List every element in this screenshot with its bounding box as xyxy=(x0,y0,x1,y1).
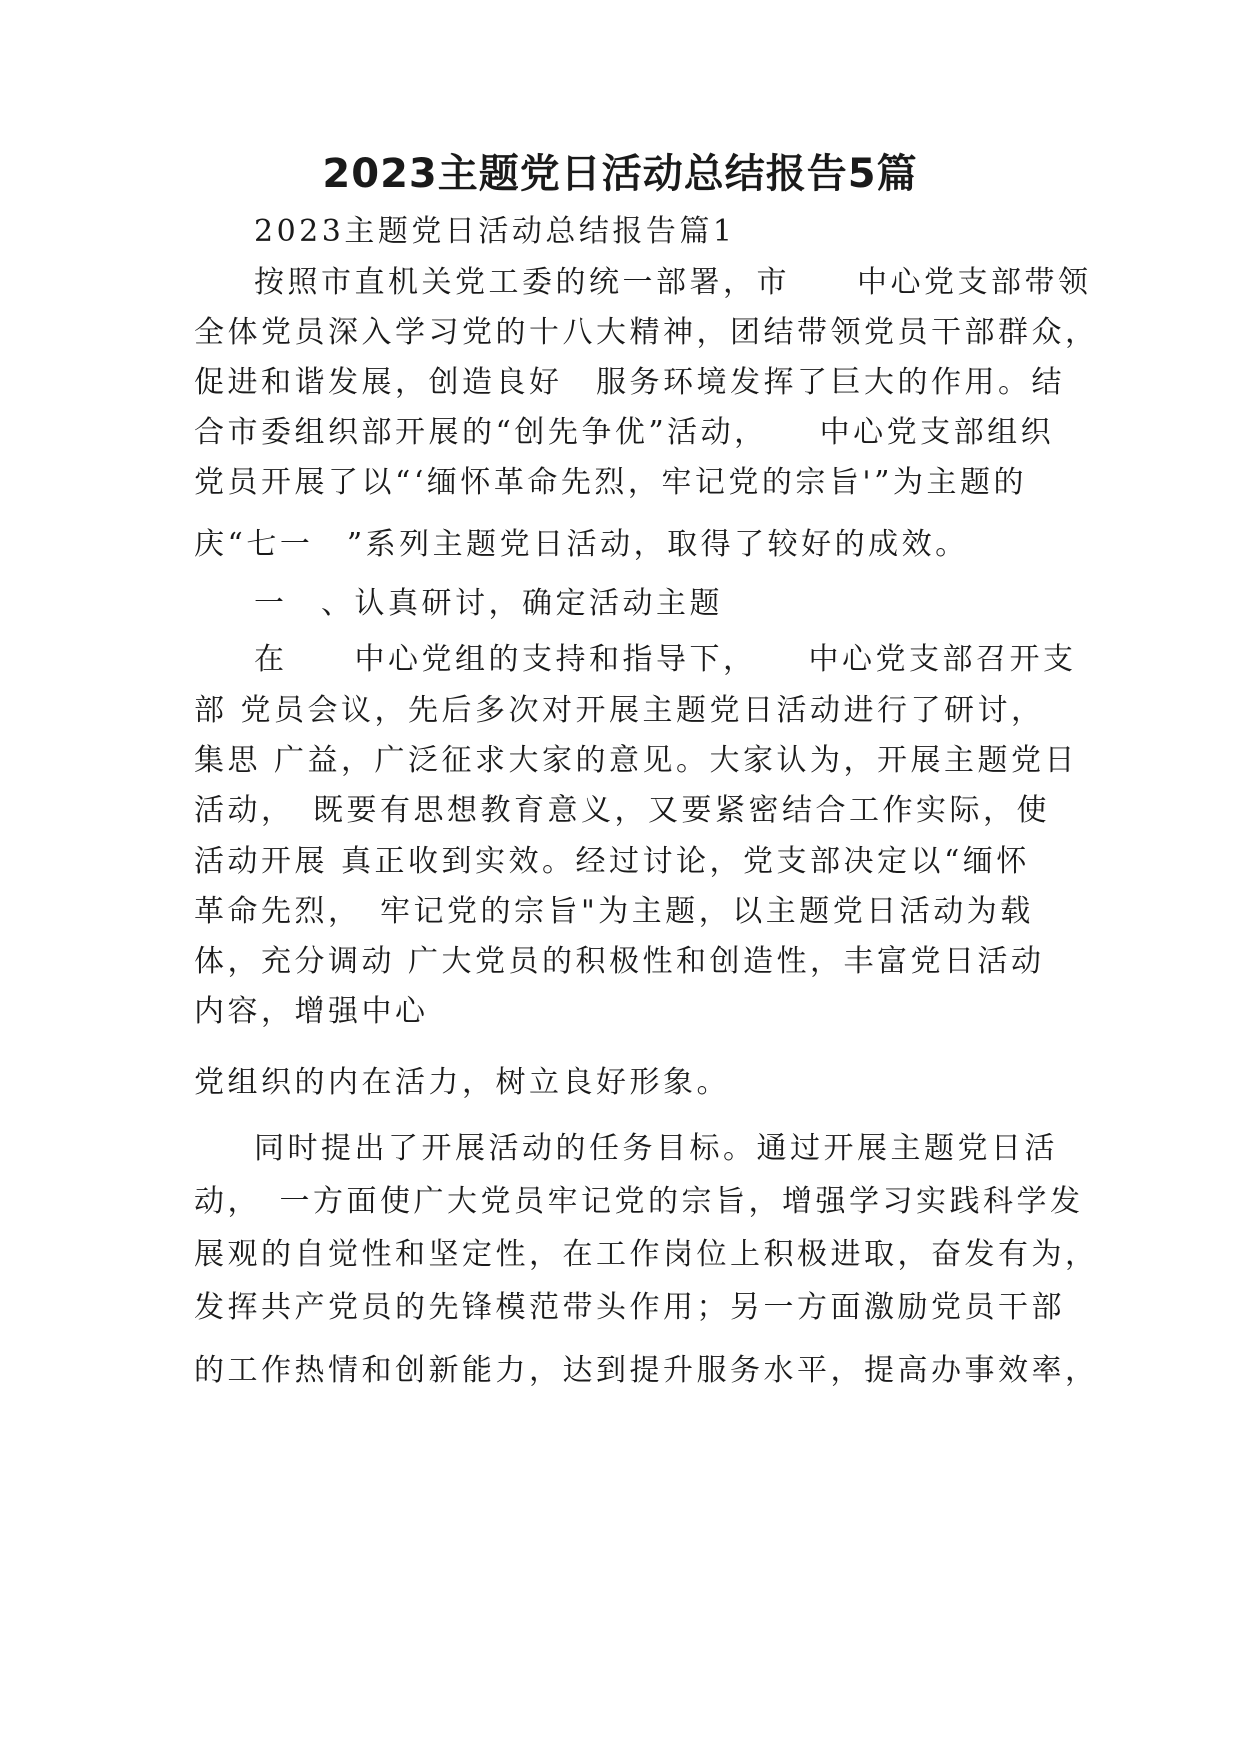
paragraph-line: 按照市直机关党工委的统一部署，市 中心党支部带领 xyxy=(254,265,1092,300)
paragraph-line: 体，充分调动 广大党员的积极性和创造性，丰富党日活动 xyxy=(194,944,1045,979)
paragraph-line: 庆“七一 ”系列主题党日活动，取得了较好的成效。 xyxy=(194,527,969,562)
paragraph-line: 的工作热情和创新能力，达到提升服务水平，提高办事效率， xyxy=(194,1353,1099,1388)
section-heading: 2023主题党日活动总结报告篇1 xyxy=(254,214,736,249)
paragraph-line: 全体党员深入学习党的十八大精神，团结带领党员干部群众， xyxy=(194,315,1099,350)
paragraph-line: 内容，增强中心 xyxy=(194,994,429,1029)
paragraph-line: 展观的自觉性和坚定性，在工作岗位上积极进取，奋发有为， xyxy=(194,1237,1099,1272)
paragraph-line: 发挥共产党员的先锋模范带头作用；另一方面激励党员干部 xyxy=(194,1290,1065,1325)
paragraph-line: 在 中心党组的支持和指导下， 中心党支部召开支 xyxy=(254,642,1077,677)
paragraph-line: 合市委组织部开展的“创先争优”活动， 中心党支部组织 xyxy=(194,415,1055,450)
paragraph-line: 党组织的内在活力，树立良好形象。 xyxy=(194,1065,730,1100)
paragraph-line: 革命先烈， 牢记党的宗旨"为主题，以主题党日活动为载 xyxy=(194,894,1034,929)
paragraph-line: 活动， 既要有思想教育意义，又要紧密结合工作实际，使 xyxy=(194,793,1050,828)
paragraph-line: 党员开展了以“‘缅怀革命先烈，牢记党的宗旨'”为主题的 xyxy=(194,465,1027,500)
document-title: 2023主题党日活动总结报告5篇 xyxy=(322,151,918,197)
paragraph-line: 活动开展 真正收到实效。经过讨论，党支部决定以“缅怀 xyxy=(194,844,1030,879)
paragraph-line: 部 党员会议，先后多次对开展主题党日活动进行了研讨， xyxy=(194,693,1045,728)
paragraph-line: 同时提出了开展活动的任务目标。通过开展主题党日活 xyxy=(254,1131,1058,1166)
paragraph-line: 促进和谐发展，创造良好 服务环境发挥了巨大的作用。结 xyxy=(194,365,1065,400)
paragraph-line: 集思 广益，广泛征求大家的意见。大家认为，开展主题党日 xyxy=(194,743,1079,778)
paragraph-line: 动， 一方面使广大党员牢记党的宗旨，增强学习实践科学发 xyxy=(194,1184,1084,1219)
section-heading: 一 、认真研讨，确定活动主题 xyxy=(254,586,723,621)
